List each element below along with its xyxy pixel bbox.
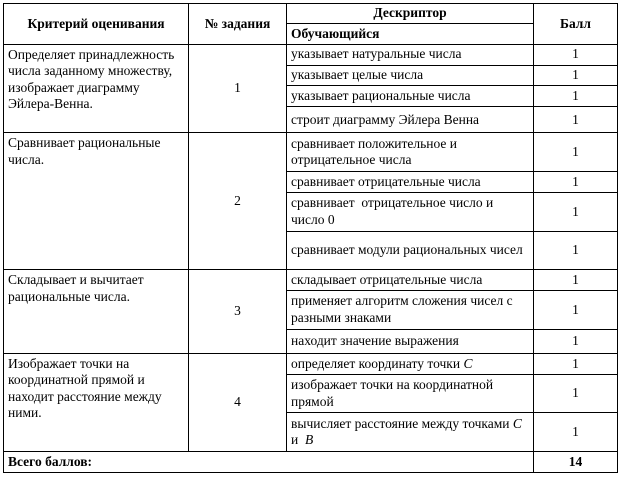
point-c-label: С <box>463 355 473 371</box>
descriptor-cell: изображает точки на координатной прямой <box>287 374 534 413</box>
criterion-cell: Складывает и вычитает рациональные числа. <box>4 270 189 354</box>
score-cell: 1 <box>534 44 618 65</box>
header-criterion: Критерий оценивания <box>4 4 189 45</box>
score-cell: 1 <box>534 172 618 193</box>
table-row <box>4 353 618 374</box>
header-descriptor: Дескриптор <box>287 4 534 24</box>
table-row <box>4 44 618 65</box>
score-cell: 1 <box>534 86 618 107</box>
descriptor-cell: складывает отрицательные числа <box>287 270 534 291</box>
criterion-cell: Определяет принадлежность числа заданному множеству, изображает диаграмму Эйлера-Венна. <box>4 44 189 133</box>
header-row <box>4 4 618 24</box>
descriptor-cell: указывает рациональные числа <box>287 86 534 107</box>
score-cell: 1 <box>534 413 618 452</box>
score-cell: 1 <box>534 107 618 133</box>
score-cell: 1 <box>534 329 618 353</box>
criterion-cell: Изображает точки на координатной прямой и находит расстояние между ними. <box>4 353 189 451</box>
descriptor-cell: применяет алгоритм сложения чисел с разными знаками <box>287 291 534 330</box>
descriptor-cell: строит диаграмму Эйлера Венна <box>287 107 534 133</box>
descriptor-cell <box>287 413 534 452</box>
task-number-cell: 1 <box>189 44 287 133</box>
descriptor-text: определяет координату точки <box>291 355 464 371</box>
descriptor-cell: указывает натуральные числа <box>287 44 534 65</box>
descriptor-cell: указывает целые числа <box>287 65 534 86</box>
score-cell: 1 <box>534 65 618 86</box>
task-number-cell: 3 <box>189 270 287 354</box>
task-number-cell: 2 <box>189 133 287 270</box>
point-b-label: В <box>304 432 314 448</box>
table-row <box>4 133 618 172</box>
criterion-cell: Сравнивает рациональные числа. <box>4 133 189 270</box>
task-number-cell: 4 <box>189 353 287 451</box>
total-score: 14 <box>534 451 618 472</box>
header-learner: Обучающийся <box>287 24 534 44</box>
descriptor-cell: сравнивает положительное и отрицательное числа <box>287 133 534 172</box>
descriptor-cell: сравнивает отрицательные числа <box>287 172 534 193</box>
score-cell: 1 <box>534 291 618 330</box>
descriptor-cell <box>287 353 534 374</box>
header-task-number: № задания <box>189 4 287 45</box>
total-label: Всего баллов: <box>4 451 534 472</box>
total-row <box>4 451 618 472</box>
score-cell: 1 <box>534 270 618 291</box>
descriptor-text: вычисляет расстояние между точками <box>291 415 513 431</box>
descriptor-text: и <box>291 415 529 448</box>
descriptor-cell: сравнивает модули рациональных чисел <box>287 231 534 270</box>
table-row <box>4 270 618 291</box>
score-cell: 1 <box>534 353 618 374</box>
score-cell: 1 <box>534 192 618 231</box>
descriptor-cell: находит значение выражения <box>287 329 534 353</box>
header-score: Балл <box>534 4 618 45</box>
assessment-table <box>3 3 618 473</box>
point-c-label: С <box>512 415 522 431</box>
descriptor-cell: сравнивает отрицательное число и число 0 <box>287 192 534 231</box>
score-cell: 1 <box>534 133 618 172</box>
score-cell: 1 <box>534 374 618 413</box>
score-cell: 1 <box>534 231 618 270</box>
